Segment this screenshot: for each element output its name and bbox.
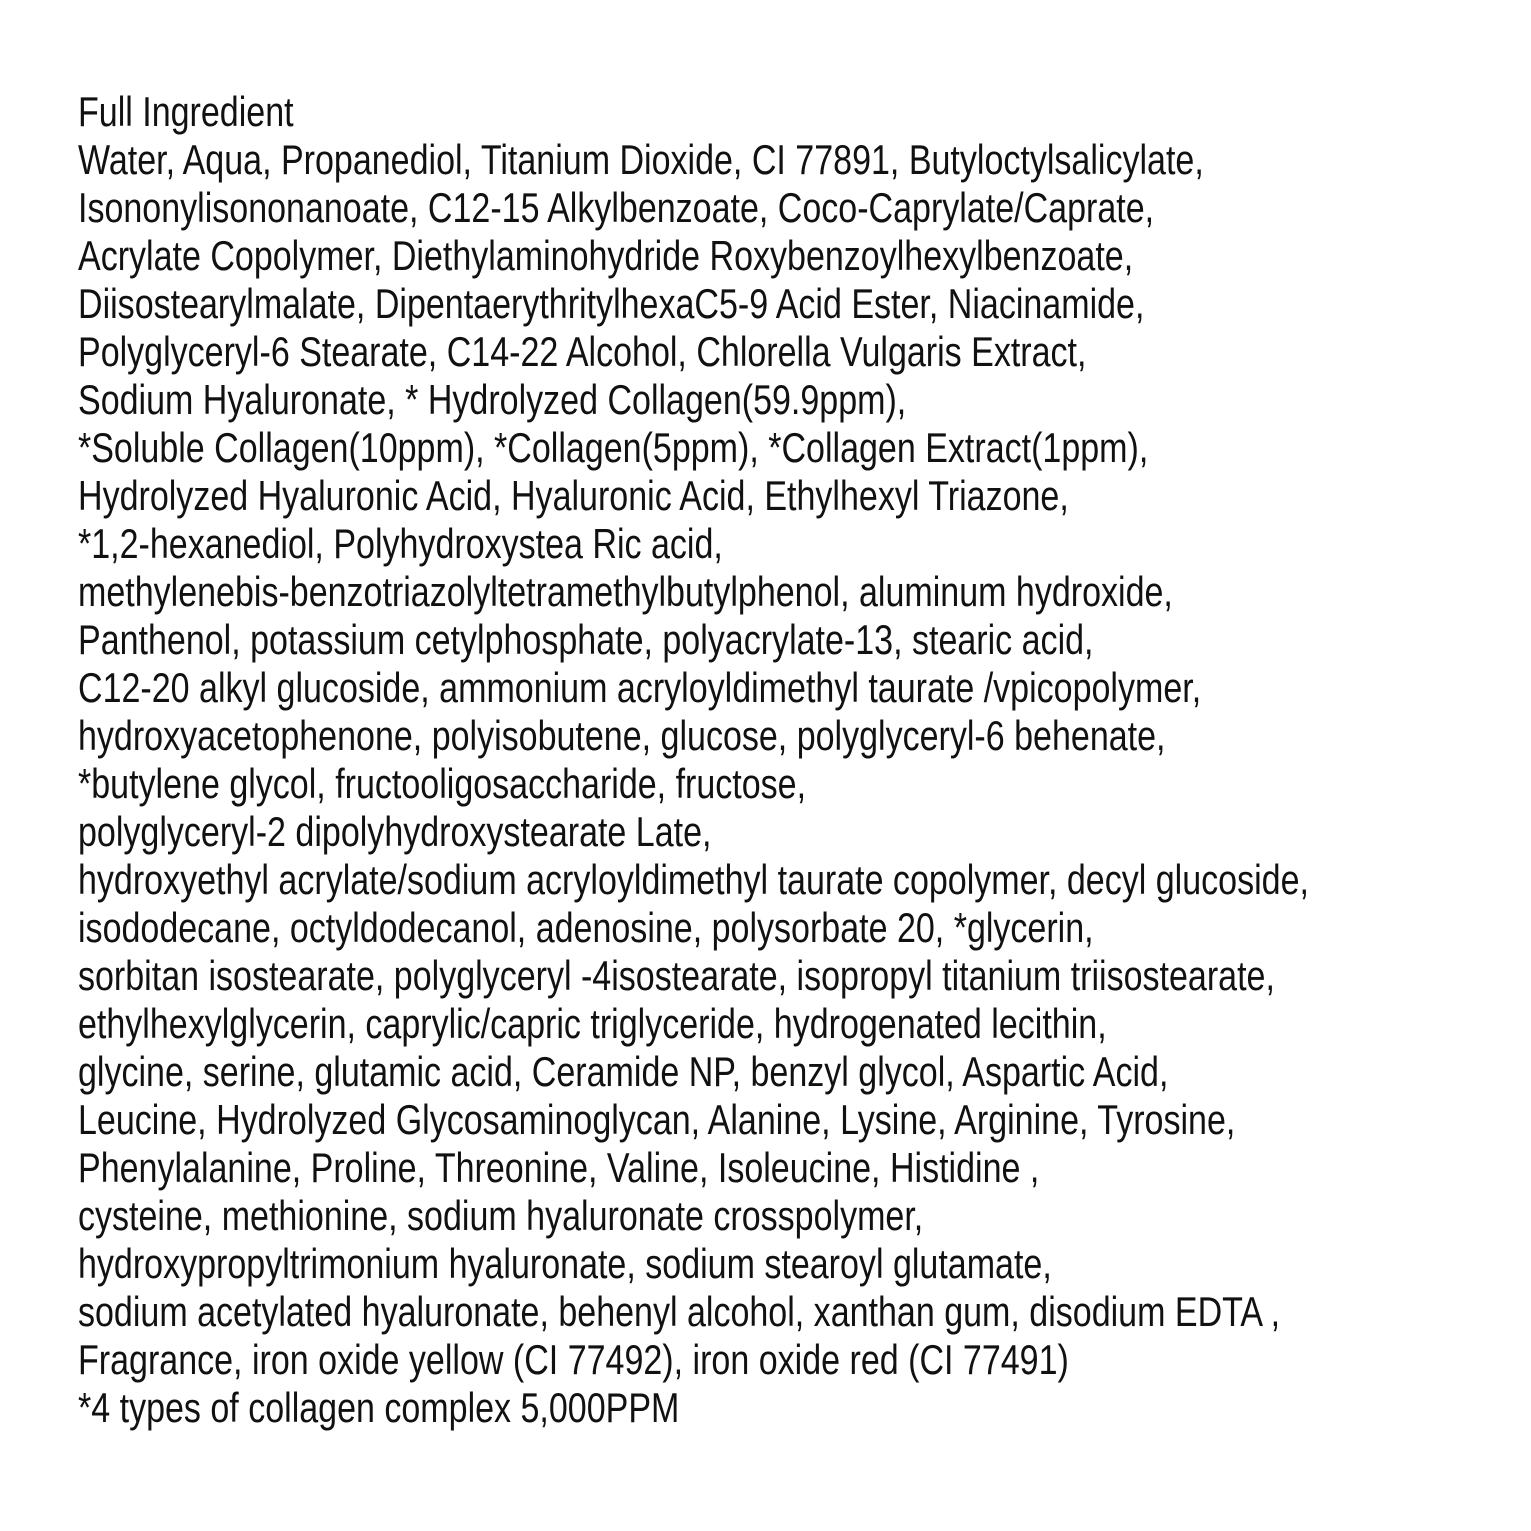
- document-title: Full Ingredient: [78, 88, 294, 135]
- ingredient-line: sodium acetylated hyaluronate, behenyl alcohol, xanthan gum, disodium EDTA ,: [78, 1288, 1281, 1335]
- ingredient-line: Phenylalanine, Proline, Threonine, Valine, Isoleucine, Histidine ,: [78, 1144, 1040, 1191]
- ingredient-line: hydroxypropyltrimonium hyaluronate, sodium stearoyl glutamate,: [78, 1240, 1052, 1287]
- ingredient-line: Hydrolyzed Hyaluronic Acid, Hyaluronic Acid, Ethylhexyl Triazone,: [78, 472, 1069, 519]
- ingredient-line: ethylhexylglycerin, caprylic/capric triglyceride, hydrogenated lecithin,: [78, 1000, 1107, 1047]
- ingredient-line: polyglyceryl-2 dipolyhydroxystearate Late,: [78, 808, 712, 855]
- ingredient-line: C12-20 alkyl glucoside, ammonium acryloyldimethyl taurate /vpicopolymer,: [78, 664, 1202, 711]
- ingredient-list: [78, 136, 1309, 1432]
- ingredient-line: Leucine, Hydrolyzed Glycosaminoglycan, Alanine, Lysine, Arginine, Tyrosine,: [78, 1096, 1236, 1143]
- ingredient-line: glycine, serine, glutamic acid, Ceramide NP, benzyl glycol, Aspartic Acid,: [78, 1048, 1169, 1095]
- ingredient-line: Panthenol, potassium cetylphosphate, polyacrylate-13, stearic acid,: [78, 616, 1094, 663]
- ingredient-line: Sodium Hyaluronate, * Hydrolyzed Collagen(59.9ppm),: [78, 376, 907, 423]
- ingredient-line: Fragrance, iron oxide yellow (CI 77492), iron oxide red (CI 77491): [78, 1336, 1069, 1383]
- ingredient-line: Water, Aqua, Propanediol, Titanium Dioxide, CI 77891, Butyloctylsalicylate,: [78, 136, 1204, 183]
- ingredient-line: Acrylate Copolymer, Diethylaminohydride Roxybenzoylhexylbenzoate,: [78, 232, 1134, 279]
- ingredient-text-block: [78, 88, 1309, 1432]
- ingredient-line: hydroxyacetophenone, polyisobutene, glucose, polyglyceryl-6 behenate,: [78, 712, 1166, 759]
- ingredient-line: hydroxyethyl acrylate/sodium acryloyldimethyl taurate copolymer, decyl glucoside,: [78, 856, 1309, 903]
- ingredient-line: Diisostearylmalate, DipentaerythritylhexaC5-9 Acid Ester, Niacinamide,: [78, 280, 1145, 327]
- ingredient-line: cysteine, methionine, sodium hyaluronate crosspolymer,: [78, 1192, 924, 1239]
- ingredient-line: Polyglyceryl-6 Stearate, C14-22 Alcohol, Chlorella Vulgaris Extract,: [78, 328, 1087, 375]
- ingredient-line: isododecane, octyldodecanol, adenosine, polysorbate 20, *glycerin,: [78, 904, 1094, 951]
- ingredient-line: *1,2-hexanediol, Polyhydroxystea Ric acid,: [78, 520, 723, 567]
- ingredient-line: *butylene glycol, fructooligosaccharide, fructose,: [78, 760, 807, 807]
- ingredient-line: *Soluble Collagen(10ppm), *Collagen(5ppm), *Collagen Extract(1ppm),: [78, 424, 1149, 471]
- ingredient-line: sorbitan isostearate, polyglyceryl -4isostearate, isopropyl titanium triisostearate,: [78, 952, 1275, 999]
- ingredient-line: methylenebis-benzotriazolyltetramethylbutylphenol, aluminum hydroxide,: [78, 568, 1173, 615]
- ingredient-line: Isononylisononanoate, C12-15 Alkylbenzoate, Coco-Caprylate/Caprate,: [78, 184, 1155, 231]
- ingredient-line: *4 types of collagen complex 5,000PPM: [78, 1384, 680, 1431]
